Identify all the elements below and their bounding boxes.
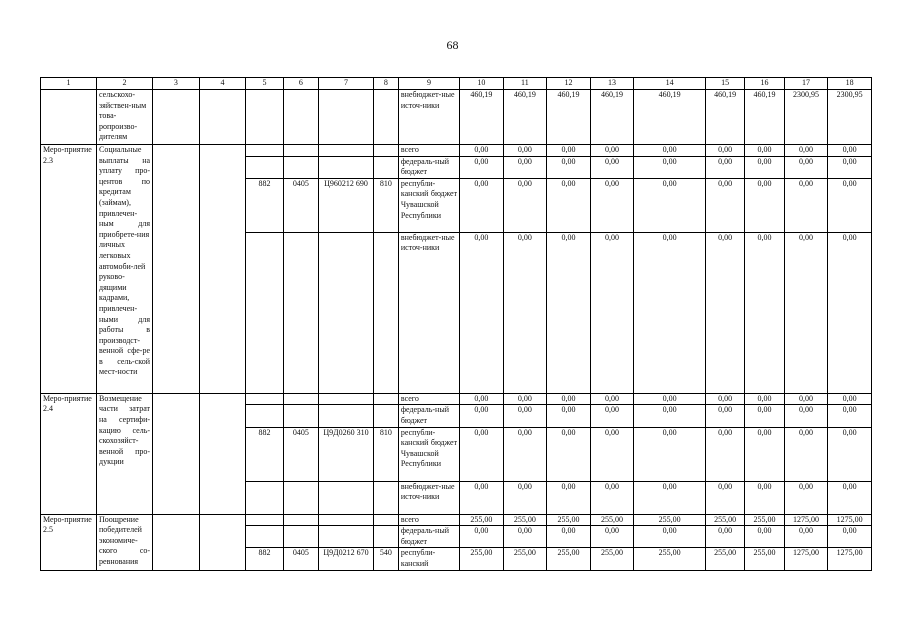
year-value-cell: 460,19 <box>634 90 706 145</box>
responsible-cell <box>153 514 200 570</box>
expense-type-code-cell: 810 <box>373 178 398 232</box>
year-value-cell: 0,00 <box>547 427 591 481</box>
section-code-cell <box>283 526 318 548</box>
year-value-cell: 0,00 <box>590 405 634 427</box>
year-value-cell: 0,00 <box>705 232 744 393</box>
year-value-cell: 0,00 <box>460 156 504 178</box>
year-value-cell: 0,00 <box>705 156 744 178</box>
year-value-cell: 0,00 <box>634 427 706 481</box>
header-row <box>41 78 872 90</box>
header-cell: 3 <box>153 78 200 90</box>
target-article-code-cell <box>318 393 373 405</box>
section-code-cell <box>283 393 318 405</box>
year-value-cell: 460,19 <box>460 90 504 145</box>
year-value-cell: 0,00 <box>590 393 634 405</box>
year-value-cell: 0,00 <box>547 232 591 393</box>
section-code-cell: 0405 <box>283 427 318 481</box>
section-code-cell <box>283 514 318 526</box>
target-indicator-cell <box>199 145 246 394</box>
year-value-cell: 0,00 <box>547 156 591 178</box>
funding-source-cell: внебюджет-ные источ-ники <box>398 232 459 393</box>
activity-name-cell: Меро-приятие 2.5 <box>41 514 97 570</box>
year-value-cell: 0,00 <box>590 481 634 514</box>
header-cell: 6 <box>283 78 318 90</box>
year-value-cell: 255,00 <box>634 548 706 570</box>
year-value-cell: 460,19 <box>590 90 634 145</box>
target-article-code-cell <box>318 526 373 548</box>
target-article-code-cell <box>318 90 373 145</box>
year-value-cell: 0,00 <box>828 427 872 481</box>
year-value-cell: 0,00 <box>828 481 872 514</box>
year-value-cell: 1275,00 <box>828 514 872 526</box>
page-number: 68 <box>446 38 459 52</box>
year-value-cell: 0,00 <box>547 526 591 548</box>
year-value-cell: 0,00 <box>784 526 828 548</box>
header-cell: 5 <box>246 78 283 90</box>
year-value-cell: 0,00 <box>503 427 547 481</box>
header-cell: 15 <box>705 78 744 90</box>
year-value-cell: 0,00 <box>634 178 706 232</box>
section-code-cell <box>283 90 318 145</box>
grbs-code-cell <box>246 232 283 393</box>
year-value-cell: 0,00 <box>503 156 547 178</box>
activity-name-cell: Меро-приятие 2.3 <box>41 145 97 394</box>
year-value-cell: 0,00 <box>784 481 828 514</box>
grbs-code-cell: 882 <box>246 548 283 570</box>
grbs-code-cell <box>246 393 283 405</box>
section-code-cell <box>283 405 318 427</box>
table-row <box>41 393 872 405</box>
year-value-cell: 0,00 <box>503 526 547 548</box>
expense-type-code-cell <box>373 145 398 157</box>
funding-source-cell: республи-канский бюджет Чувашской Республики <box>398 178 459 232</box>
expense-type-code-cell <box>373 405 398 427</box>
year-value-cell: 255,00 <box>745 548 784 570</box>
year-value-cell: 0,00 <box>634 481 706 514</box>
year-value-cell: 0,00 <box>745 145 784 157</box>
year-value-cell: 0,00 <box>460 145 504 157</box>
year-value-cell: 255,00 <box>503 548 547 570</box>
year-value-cell: 460,19 <box>547 90 591 145</box>
expense-type-code-cell: 810 <box>373 427 398 481</box>
year-value-cell: 0,00 <box>460 481 504 514</box>
activity-name-cell: Меро-приятие 2.4 <box>41 393 97 514</box>
year-value-cell: 0,00 <box>503 393 547 405</box>
header-cell: 9 <box>398 78 459 90</box>
target-article-code-cell: Ц9Д0260 310 <box>318 427 373 481</box>
section-code-cell <box>283 145 318 157</box>
grbs-code-cell: 882 <box>246 178 283 232</box>
year-value-cell: 2300,95 <box>784 90 828 145</box>
year-value-cell: 0,00 <box>784 427 828 481</box>
year-value-cell: 255,00 <box>460 514 504 526</box>
year-value-cell: 0,00 <box>828 156 872 178</box>
expense-type-code-cell <box>373 393 398 405</box>
grbs-code-cell <box>246 156 283 178</box>
year-value-cell: 0,00 <box>547 405 591 427</box>
funding-source-cell: внебюджет-ные источ-ники <box>398 90 459 145</box>
responsible-cell <box>153 393 200 514</box>
year-value-cell: 255,00 <box>705 514 744 526</box>
year-value-cell: 255,00 <box>705 548 744 570</box>
expense-type-code-cell: 540 <box>373 548 398 570</box>
funding-source-cell: республи-канский бюджет Чувашской Республики <box>398 427 459 481</box>
year-value-cell: 0,00 <box>634 526 706 548</box>
activity-name-cell <box>41 90 97 145</box>
year-value-cell: 0,00 <box>460 405 504 427</box>
year-value-cell: 0,00 <box>460 427 504 481</box>
year-value-cell: 0,00 <box>634 145 706 157</box>
year-value-cell: 0,00 <box>503 481 547 514</box>
funding-source-cell: всего <box>398 145 459 157</box>
year-value-cell: 0,00 <box>590 178 634 232</box>
section-code-cell <box>283 481 318 514</box>
target-article-code-cell <box>318 232 373 393</box>
year-value-cell: 0,00 <box>547 178 591 232</box>
year-value-cell: 0,00 <box>784 178 828 232</box>
header-cell: 11 <box>503 78 547 90</box>
year-value-cell: 1275,00 <box>784 548 828 570</box>
year-value-cell: 255,00 <box>547 514 591 526</box>
year-value-cell: 0,00 <box>705 178 744 232</box>
header-cell: 8 <box>373 78 398 90</box>
year-value-cell: 0,00 <box>745 232 784 393</box>
year-value-cell: 0,00 <box>745 526 784 548</box>
year-value-cell: 0,00 <box>503 145 547 157</box>
section-code-cell: 0405 <box>283 178 318 232</box>
target-indicator-cell <box>199 90 246 145</box>
year-value-cell: 0,00 <box>828 232 872 393</box>
year-value-cell: 0,00 <box>503 178 547 232</box>
year-value-cell: 0,00 <box>784 232 828 393</box>
year-value-cell: 0,00 <box>590 427 634 481</box>
target-article-code-cell <box>318 145 373 157</box>
section-code-cell <box>283 156 318 178</box>
header-cell: 10 <box>460 78 504 90</box>
header-cell: 13 <box>590 78 634 90</box>
year-value-cell: 0,00 <box>634 232 706 393</box>
year-value-cell: 0,00 <box>460 232 504 393</box>
year-value-cell: 0,00 <box>828 393 872 405</box>
table-row <box>41 145 872 157</box>
year-value-cell: 255,00 <box>590 514 634 526</box>
activity-description-cell: Поощрение победителей экономиче-ского со-ревнования <box>97 514 153 570</box>
header-cell: 2 <box>97 78 153 90</box>
activity-description-cell: Социальные выплаты на уплату про-центов по кредитам (займам), привлечен-ным для приобрете-ния личных легковых автомоби-лей руково-дящими кадрами, привлечен-ными для работы в производст-венной сфе-ре в сель-ской мест-ности <box>97 145 153 394</box>
year-value-cell: 0,00 <box>590 145 634 157</box>
header-cell: 7 <box>318 78 373 90</box>
year-value-cell: 0,00 <box>745 178 784 232</box>
target-article-code-cell <box>318 156 373 178</box>
header-cell: 17 <box>784 78 828 90</box>
year-value-cell: 0,00 <box>460 393 504 405</box>
funding-source-cell: республи-канский <box>398 548 459 570</box>
year-value-cell: 0,00 <box>828 145 872 157</box>
year-value-cell: 0,00 <box>705 427 744 481</box>
grbs-code-cell: 882 <box>246 427 283 481</box>
year-value-cell: 0,00 <box>634 405 706 427</box>
header-cell: 16 <box>745 78 784 90</box>
expense-type-code-cell <box>373 156 398 178</box>
grbs-code-cell <box>246 405 283 427</box>
grbs-code-cell <box>246 526 283 548</box>
year-value-cell: 460,19 <box>705 90 744 145</box>
year-value-cell: 2300,95 <box>828 90 872 145</box>
target-indicator-cell <box>199 393 246 514</box>
year-value-cell: 460,19 <box>503 90 547 145</box>
year-value-cell: 0,00 <box>705 405 744 427</box>
funding-source-cell: федераль-ный бюджет <box>398 405 459 427</box>
grbs-code-cell <box>246 481 283 514</box>
year-value-cell: 255,00 <box>590 548 634 570</box>
section-code-cell <box>283 232 318 393</box>
year-value-cell: 255,00 <box>503 514 547 526</box>
target-article-code-cell <box>318 481 373 514</box>
header-cell: 14 <box>634 78 706 90</box>
year-value-cell: 0,00 <box>705 145 744 157</box>
funding-source-cell: федераль-ный бюджет <box>398 156 459 178</box>
year-value-cell: 0,00 <box>547 481 591 514</box>
year-value-cell: 0,00 <box>503 232 547 393</box>
year-value-cell: 0,00 <box>784 405 828 427</box>
grbs-code-cell <box>246 90 283 145</box>
expense-type-code-cell <box>373 90 398 145</box>
year-value-cell: 0,00 <box>547 145 591 157</box>
activity-description-cell: сельскохо-зяйствен-ным това-ропроизво-дителям <box>97 90 153 145</box>
grbs-code-cell <box>246 514 283 526</box>
year-value-cell: 0,00 <box>745 405 784 427</box>
header-cell: 12 <box>547 78 591 90</box>
year-value-cell: 0,00 <box>634 393 706 405</box>
year-value-cell: 0,00 <box>784 156 828 178</box>
year-value-cell: 0,00 <box>745 481 784 514</box>
expense-type-code-cell <box>373 514 398 526</box>
year-value-cell: 0,00 <box>460 178 504 232</box>
target-article-code-cell <box>318 514 373 526</box>
year-value-cell: 0,00 <box>745 156 784 178</box>
year-value-cell: 0,00 <box>590 156 634 178</box>
year-value-cell: 0,00 <box>705 526 744 548</box>
activity-description-cell: Возмещение части затрат на сертифи-кацию сель-скохозяйст-венной про-дукции <box>97 393 153 514</box>
header-cell: 1 <box>41 78 97 90</box>
year-value-cell: 255,00 <box>460 548 504 570</box>
year-value-cell: 1275,00 <box>828 548 872 570</box>
target-article-code-cell: Ц960212 690 <box>318 178 373 232</box>
responsible-cell <box>153 90 200 145</box>
year-value-cell: 460,19 <box>745 90 784 145</box>
year-value-cell: 0,00 <box>745 427 784 481</box>
funding-source-cell: всего <box>398 514 459 526</box>
target-article-code-cell: Ц9Д0212 670 <box>318 548 373 570</box>
year-value-cell: 255,00 <box>745 514 784 526</box>
year-value-cell: 0,00 <box>460 526 504 548</box>
year-value-cell: 0,00 <box>828 178 872 232</box>
year-value-cell: 0,00 <box>705 481 744 514</box>
expense-type-code-cell <box>373 481 398 514</box>
year-value-cell: 0,00 <box>634 156 706 178</box>
year-value-cell: 0,00 <box>547 393 591 405</box>
year-value-cell: 0,00 <box>503 405 547 427</box>
funding-source-cell: всего <box>398 393 459 405</box>
expense-type-code-cell <box>373 232 398 393</box>
target-article-code-cell <box>318 405 373 427</box>
year-value-cell: 1275,00 <box>784 514 828 526</box>
target-indicator-cell <box>199 514 246 570</box>
year-value-cell: 0,00 <box>784 145 828 157</box>
year-value-cell: 0,00 <box>590 232 634 393</box>
section-code-cell: 0405 <box>283 548 318 570</box>
budget-table <box>40 77 872 571</box>
year-value-cell: 0,00 <box>590 526 634 548</box>
expense-type-code-cell <box>373 526 398 548</box>
responsible-cell <box>153 145 200 394</box>
grbs-code-cell <box>246 145 283 157</box>
funding-source-cell: федераль-ный бюджет <box>398 526 459 548</box>
year-value-cell: 0,00 <box>828 526 872 548</box>
table-row <box>41 514 872 526</box>
year-value-cell: 0,00 <box>705 393 744 405</box>
funding-source-cell: внебюджет-ные источ-ники <box>398 481 459 514</box>
year-value-cell: 0,00 <box>745 393 784 405</box>
year-value-cell: 0,00 <box>784 393 828 405</box>
header-cell: 4 <box>199 78 246 90</box>
header-cell: 18 <box>828 78 872 90</box>
year-value-cell: 0,00 <box>828 405 872 427</box>
year-value-cell: 255,00 <box>547 548 591 570</box>
year-value-cell: 255,00 <box>634 514 706 526</box>
table-row <box>41 90 872 145</box>
